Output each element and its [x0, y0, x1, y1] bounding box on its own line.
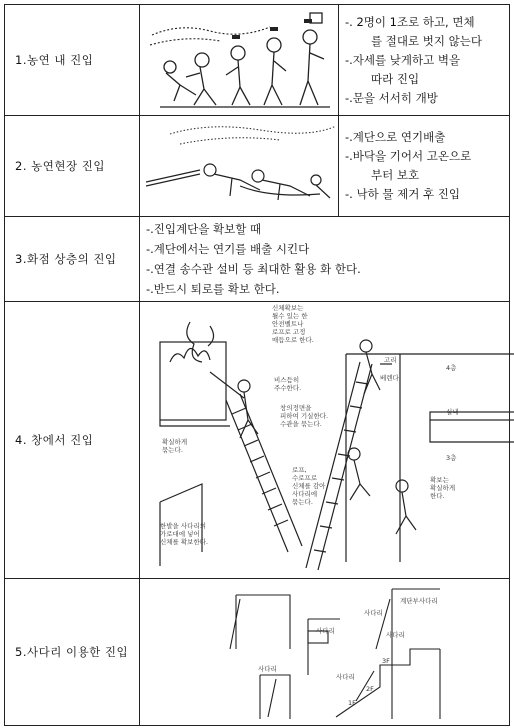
caption-text: 확실하게 [430, 484, 456, 492]
illustration-window-entry [140, 302, 510, 579]
note-item: -.진입계단을 확보할 때 [146, 222, 262, 236]
caption-text: 사다리 [386, 631, 405, 639]
row-label: 3.화점 상층의 진입 [5, 217, 140, 302]
caption-text: 실내 [446, 408, 459, 416]
caption-text: 사다리 [316, 627, 335, 635]
row-label: 4. 창에서 진입 [5, 302, 140, 579]
caption-text: 신체를 감아 [292, 482, 326, 490]
table-row [5, 579, 510, 726]
caption-text: 4층 [446, 364, 457, 372]
note-item: -. 2명이 1조로 하고, 면체 [345, 14, 475, 29]
caption-text: 로프, [292, 466, 307, 474]
caption-text: 매듭으로 한다. [272, 336, 314, 344]
caption-text: 한다. [430, 492, 445, 500]
caption-text: 비스듬히 [274, 376, 300, 384]
illustration-crawling-entry [140, 116, 339, 217]
caption-text: 사다리에 [292, 490, 318, 498]
row-notes [339, 116, 510, 217]
row-notes [140, 217, 510, 302]
note-item: -.계단으로 연기배출 [345, 130, 446, 144]
caption-text: 묶는다. [292, 498, 313, 506]
caption-text: 창의정면을 [280, 404, 312, 412]
caption-text: 로프로 고정 [272, 328, 306, 336]
caption-text: 수로프로 [292, 474, 318, 482]
note-item: -.바닥을 기어서 고온으로 [345, 149, 472, 163]
note-item: -.반드시 퇴로를 확보 한다. [146, 282, 280, 296]
caption-text: 피하여 기실한다. [280, 412, 329, 420]
illustration-smoke-entry [140, 5, 339, 116]
caption-text: 확보는 [430, 476, 449, 484]
caption-text: 고리 [384, 356, 397, 364]
caption-text: 베렌다 [380, 374, 399, 382]
row-label: 1.농연 내 진입 [5, 5, 140, 116]
table-row [5, 116, 510, 217]
caption-text: 묶는다. [162, 446, 183, 454]
note-item: 부터 보호 [371, 168, 420, 182]
note-item: 따라 진입 [371, 71, 420, 86]
note-item: -.자세를 낮게하고 벽을 [345, 52, 461, 67]
caption-text: 사다리 [336, 673, 355, 681]
caption-text: 1F [348, 699, 356, 707]
caption-text: 2F [366, 685, 374, 693]
caption-text: 주수한다. [274, 384, 302, 392]
caption-text: 사다리 [364, 609, 383, 617]
row-label: 2. 농연현장 진입 [5, 116, 140, 217]
table-row [5, 302, 510, 579]
note-item: -. 낙하 물 제거 후 진입 [345, 187, 460, 201]
table-row [5, 5, 510, 116]
caption-text: 신체확보는 [272, 304, 304, 312]
table-row [5, 217, 510, 302]
caption-text: 확실하게 [162, 438, 188, 446]
note-item: -.연결 송수관 설비 등 최대한 활용 화 한다. [146, 262, 361, 276]
illustration-ladder-entry [140, 579, 510, 726]
note-item: -.계단에서는 연기를 배출 시킨다 [146, 242, 310, 256]
row-label: 5.사다리 이용한 진입 [5, 579, 140, 726]
note-item: -.문을 서서히 개방 [345, 90, 438, 105]
caption-text: 3F [382, 657, 390, 665]
caption-text: 한발을 사다리의 [160, 522, 207, 530]
caption-text: 안전벨트나 [272, 320, 304, 328]
note-item: 를 절대로 벗지 않는다 [371, 33, 482, 48]
caption-text: 3층 [446, 454, 457, 462]
caption-text: 신체를 확보한다. [160, 538, 209, 546]
caption-text: 수관을 묶는다. [280, 420, 322, 428]
caption-text: 될수 있는 한 [272, 312, 308, 320]
caption-text: 가로대에 넣어 [160, 530, 200, 538]
caption-text: 계단부사다리 [400, 597, 438, 605]
entry-methods-table [4, 4, 510, 726]
row-notes [339, 5, 510, 116]
caption-text: 사다리 [258, 665, 277, 673]
